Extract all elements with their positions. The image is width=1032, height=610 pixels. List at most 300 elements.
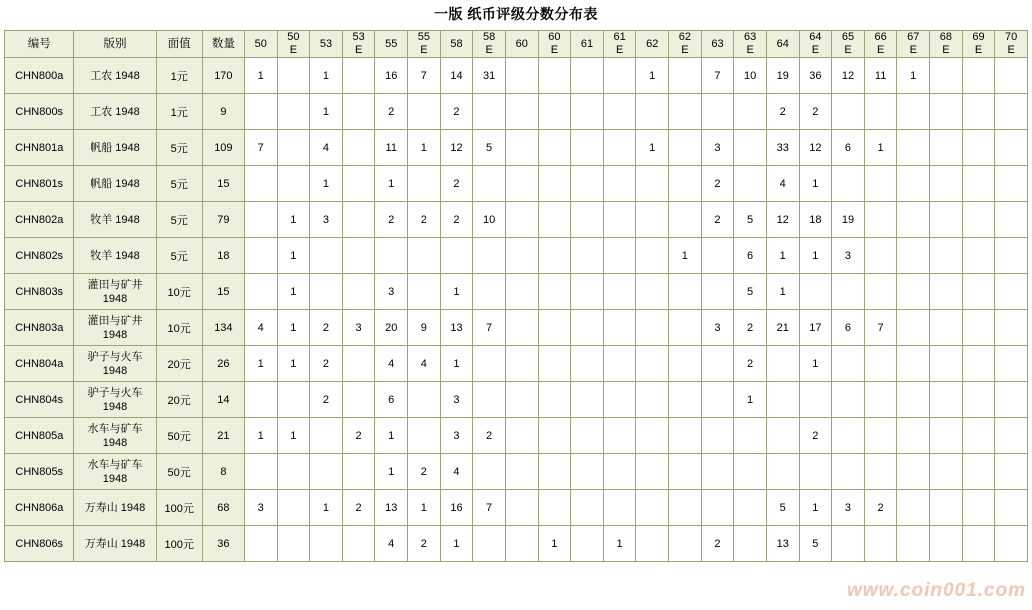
cell-grade-count: 2	[440, 94, 473, 130]
cell-grade-count	[930, 454, 963, 490]
cell-grade-count: 2	[701, 166, 734, 202]
page-title: 一版 纸币评级分数分布表	[434, 6, 598, 22]
cell-grade-count: 1	[310, 166, 343, 202]
grade-number: 62	[646, 37, 659, 50]
cell-grade-count	[310, 454, 343, 490]
cell-grade-count	[864, 454, 897, 490]
cell-grade-count	[538, 346, 571, 382]
cell-grade-count	[277, 526, 310, 562]
cell-grade-count: 1	[277, 346, 310, 382]
grade-number: 69	[972, 31, 985, 43]
cell-grade-count	[832, 382, 865, 418]
table-header-row	[5, 31, 1028, 58]
grade-number: 68	[939, 31, 952, 43]
cell-grade-count: 21	[766, 310, 799, 346]
cell-grade-count: 4	[375, 526, 408, 562]
cell-grade-count	[342, 346, 375, 382]
version-line: 1948	[102, 364, 128, 377]
cell-grade-count	[995, 418, 1028, 454]
cell-id: CHN803a	[5, 310, 74, 346]
header-cell-grade-21	[930, 31, 963, 58]
cell-version	[74, 166, 156, 202]
cell-grade-count: 1	[310, 58, 343, 94]
cell-grade-count	[962, 202, 995, 238]
header-cell-grade-6	[440, 31, 473, 58]
cell-version	[74, 274, 156, 310]
cell-grade-count	[603, 202, 636, 238]
cell-grade-count	[734, 130, 767, 166]
grade-number: 60	[548, 31, 561, 43]
header-cell-grade-16	[766, 31, 799, 58]
cell-grade-count	[995, 346, 1028, 382]
cell-grade-count: 3	[832, 490, 865, 526]
cell-grade-count: 1	[799, 346, 832, 382]
cell-quantity: 26	[202, 346, 244, 382]
cell-grade-count: 4	[310, 130, 343, 166]
cell-quantity: 79	[202, 202, 244, 238]
cell-grade-count	[930, 238, 963, 274]
cell-grade-count: 2	[864, 490, 897, 526]
cell-denomination: 50元	[156, 454, 202, 490]
cell-grade-count	[505, 418, 538, 454]
cell-quantity: 15	[202, 166, 244, 202]
cell-grade-count: 31	[473, 58, 506, 94]
cell-grade-count	[310, 418, 343, 454]
cell-grade-count	[505, 166, 538, 202]
cell-grade-count: 4	[440, 454, 473, 490]
grade-number: 61	[613, 31, 626, 43]
cell-grade-count: 3	[832, 238, 865, 274]
cell-grade-count: 2	[701, 526, 734, 562]
cell-grade-count	[571, 166, 604, 202]
cell-quantity: 21	[202, 418, 244, 454]
grade-number: 50	[287, 31, 300, 43]
header-cell-main-3: 数量	[202, 31, 244, 58]
header-cell-grade-5	[408, 31, 441, 58]
cell-grade-count	[930, 346, 963, 382]
version-line: 牧羊 1948	[90, 213, 140, 226]
grade-suffix: E	[681, 44, 689, 56]
cell-grade-count	[342, 238, 375, 274]
cell-grade-count	[342, 526, 375, 562]
cell-grade-count: 7	[473, 490, 506, 526]
cell-version	[74, 238, 156, 274]
cell-grade-count	[701, 346, 734, 382]
cell-grade-count: 16	[375, 58, 408, 94]
grade-number: 61	[580, 37, 594, 50]
cell-grade-count	[342, 382, 375, 418]
cell-grade-count: 6	[734, 238, 767, 274]
cell-grade-count	[505, 274, 538, 310]
cell-grade-count: 1	[734, 382, 767, 418]
cell-version	[74, 58, 156, 94]
cell-id: CHN802a	[5, 202, 74, 238]
cell-grade-count	[408, 94, 441, 130]
cell-grade-count	[995, 130, 1028, 166]
cell-grade-count	[538, 94, 571, 130]
grade-number: 55	[385, 37, 398, 50]
cell-quantity: 134	[202, 310, 244, 346]
version-line: 灌田与矿井	[87, 278, 143, 291]
cell-grade-count	[342, 202, 375, 238]
header-cell-grade-13	[669, 31, 702, 58]
cell-grade-count	[636, 202, 669, 238]
table-header	[5, 31, 1028, 58]
cell-grade-count	[473, 454, 506, 490]
cell-grade-count	[538, 310, 571, 346]
grade-number: 62	[678, 31, 691, 43]
grade-number: 63	[743, 31, 757, 43]
cell-grade-count: 5	[799, 526, 832, 562]
grade-number: 55	[417, 31, 430, 43]
cell-grade-count	[995, 274, 1028, 310]
cell-denomination: 50元	[156, 418, 202, 454]
header-cell-main-1: 版别	[74, 31, 156, 58]
header-cell-grade-18	[832, 31, 865, 58]
cell-grade-count	[342, 166, 375, 202]
cell-grade-count: 12	[832, 58, 865, 94]
cell-grade-count	[473, 238, 506, 274]
cell-grade-count: 6	[832, 310, 865, 346]
version-line: 1948	[102, 400, 128, 413]
table-row	[5, 202, 1028, 238]
cell-grade-count	[571, 526, 604, 562]
cell-id: CHN804a	[5, 346, 74, 382]
table-row	[5, 238, 1028, 274]
cell-grade-count	[864, 274, 897, 310]
header-cell-grade-3	[342, 31, 375, 58]
grade-suffix: E	[354, 44, 363, 56]
cell-grade-count	[962, 166, 995, 202]
cell-grade-count	[603, 454, 636, 490]
table-row	[5, 382, 1028, 418]
cell-grade-count	[277, 454, 310, 490]
cell-grade-count	[799, 454, 832, 490]
cell-grade-count	[571, 346, 604, 382]
cell-version	[74, 202, 156, 238]
cell-version	[74, 526, 156, 562]
cell-id: CHN800a	[5, 58, 74, 94]
cell-grade-count	[930, 202, 963, 238]
cell-id: CHN801a	[5, 130, 74, 166]
cell-denomination: 5元	[156, 238, 202, 274]
cell-grade-count	[603, 130, 636, 166]
cell-grade-count	[571, 130, 604, 166]
cell-version	[74, 130, 156, 166]
table-body	[5, 58, 1028, 562]
cell-grade-count: 33	[766, 130, 799, 166]
cell-grade-count	[244, 94, 277, 130]
header-cell-grade-23	[995, 31, 1028, 58]
header-cell-grade-20	[897, 31, 930, 58]
cell-grade-count: 11	[375, 130, 408, 166]
cell-grade-count: 2	[440, 202, 473, 238]
cell-grade-count: 3	[701, 310, 734, 346]
cell-denomination: 100元	[156, 526, 202, 562]
cell-grade-count: 13	[766, 526, 799, 562]
cell-grade-count	[342, 454, 375, 490]
cell-grade-count: 1	[864, 130, 897, 166]
cell-grade-count: 2	[734, 310, 767, 346]
grade-number: 53	[319, 37, 333, 50]
cell-grade-count: 7	[408, 58, 441, 94]
cell-grade-count	[669, 382, 702, 418]
cell-grade-count: 1	[440, 346, 473, 382]
cell-grade-count	[669, 166, 702, 202]
cell-grade-count	[244, 526, 277, 562]
cell-grade-count: 2	[310, 382, 343, 418]
cell-grade-count	[669, 202, 702, 238]
cell-grade-count: 3	[701, 130, 734, 166]
cell-version	[74, 310, 156, 346]
cell-quantity: 14	[202, 382, 244, 418]
header-cell-grade-4	[375, 31, 408, 58]
cell-grade-count	[799, 382, 832, 418]
grade-number: 60	[515, 37, 528, 50]
cell-grade-count	[897, 310, 930, 346]
cell-grade-count: 1	[766, 238, 799, 274]
cell-grade-count: 2	[799, 418, 832, 454]
grade-number: 64	[776, 37, 789, 50]
cell-grade-count	[636, 94, 669, 130]
cell-grade-count: 1	[277, 418, 310, 454]
cell-grade-count: 11	[864, 58, 897, 94]
cell-grade-count	[734, 526, 767, 562]
cell-grade-count	[310, 526, 343, 562]
cell-grade-count	[897, 346, 930, 382]
cell-grade-count	[473, 346, 506, 382]
cell-grade-count: 18	[799, 202, 832, 238]
cell-grade-count: 2	[701, 202, 734, 238]
table-row	[5, 130, 1028, 166]
cell-grade-count: 2	[440, 166, 473, 202]
cell-grade-count: 3	[440, 418, 473, 454]
cell-grade-count	[538, 58, 571, 94]
cell-grade-count	[310, 274, 343, 310]
cell-grade-count	[832, 454, 865, 490]
cell-denomination: 1元	[156, 94, 202, 130]
cell-grade-count	[571, 490, 604, 526]
cell-grade-count	[995, 526, 1028, 562]
cell-grade-count: 36	[799, 58, 832, 94]
cell-grade-count	[538, 274, 571, 310]
cell-grade-count: 17	[799, 310, 832, 346]
header-cell-grade-19	[864, 31, 897, 58]
cell-grade-count	[930, 310, 963, 346]
cell-grade-count: 7	[864, 310, 897, 346]
cell-grade-count: 1	[538, 526, 571, 562]
cell-grade-count	[930, 526, 963, 562]
cell-quantity: 109	[202, 130, 244, 166]
cell-grade-count: 2	[375, 94, 408, 130]
cell-grade-count: 1	[799, 166, 832, 202]
cell-grade-count	[538, 490, 571, 526]
table-row	[5, 310, 1028, 346]
cell-grade-count	[473, 94, 506, 130]
cell-grade-count	[636, 382, 669, 418]
cell-grade-count	[277, 94, 310, 130]
cell-grade-count	[636, 490, 669, 526]
cell-grade-count	[342, 274, 375, 310]
grade-number: 53	[352, 31, 365, 43]
version-line: 水车与矿车	[87, 458, 143, 471]
cell-grade-count	[701, 94, 734, 130]
table-row	[5, 58, 1028, 94]
cell-quantity: 8	[202, 454, 244, 490]
cell-grade-count	[897, 274, 930, 310]
cell-grade-count	[864, 238, 897, 274]
table-row	[5, 490, 1028, 526]
cell-grade-count	[864, 346, 897, 382]
cell-grade-count	[538, 238, 571, 274]
cell-grade-count	[538, 202, 571, 238]
cell-grade-count	[701, 238, 734, 274]
cell-grade-count	[864, 526, 897, 562]
cell-denomination: 5元	[156, 130, 202, 166]
cell-version	[74, 346, 156, 382]
header-cell-main-0: 编号	[5, 31, 74, 58]
cell-grade-count	[277, 130, 310, 166]
cell-grade-count	[701, 490, 734, 526]
cell-grade-count	[636, 310, 669, 346]
grade-suffix: E	[876, 44, 885, 56]
cell-grade-count: 1	[636, 58, 669, 94]
table-row	[5, 166, 1028, 202]
cell-grade-count: 1	[799, 238, 832, 274]
cell-grade-count: 1	[244, 418, 277, 454]
cell-grade-count: 1	[277, 274, 310, 310]
cell-grade-count: 2	[310, 346, 343, 382]
cell-grade-count: 1	[277, 310, 310, 346]
cell-grade-count: 7	[473, 310, 506, 346]
grade-number: 67	[907, 31, 920, 43]
cell-grade-count	[669, 526, 702, 562]
cell-grade-count	[505, 310, 538, 346]
cell-grade-count	[505, 346, 538, 382]
cell-grade-count	[505, 490, 538, 526]
cell-id: CHN804s	[5, 382, 74, 418]
cell-grade-count	[864, 382, 897, 418]
grade-suffix: E	[289, 44, 298, 56]
cell-id: CHN801s	[5, 166, 74, 202]
cell-grade-count	[310, 238, 343, 274]
cell-grade-count	[962, 130, 995, 166]
cell-grade-count	[571, 274, 604, 310]
cell-grade-count: 1	[669, 238, 702, 274]
cell-grade-count: 1	[766, 274, 799, 310]
version-line: 水车与矿车	[87, 422, 143, 435]
cell-grade-count	[962, 94, 995, 130]
cell-grade-count	[505, 58, 538, 94]
cell-grade-count	[603, 382, 636, 418]
table-row	[5, 94, 1028, 130]
cell-grade-count: 12	[766, 202, 799, 238]
cell-grade-count	[505, 238, 538, 274]
grade-suffix: E	[974, 44, 983, 56]
header-cell-grade-1	[277, 31, 310, 58]
table-row	[5, 418, 1028, 454]
cell-grade-count	[864, 166, 897, 202]
cell-grade-count	[669, 274, 702, 310]
cell-grade-count	[995, 166, 1028, 202]
cell-grade-count	[995, 238, 1028, 274]
cell-grade-count: 1	[603, 526, 636, 562]
cell-grade-count: 1	[244, 346, 277, 382]
cell-quantity: 15	[202, 274, 244, 310]
cell-grade-count	[930, 94, 963, 130]
cell-grade-count	[375, 238, 408, 274]
grade-number: 58	[482, 31, 496, 43]
cell-quantity: 18	[202, 238, 244, 274]
cell-id: CHN805a	[5, 418, 74, 454]
version-line: 帆船 1948	[90, 141, 140, 154]
cell-quantity: 170	[202, 58, 244, 94]
cell-grade-count	[832, 526, 865, 562]
cell-grade-count	[701, 382, 734, 418]
cell-grade-count: 3	[244, 490, 277, 526]
cell-denomination: 10元	[156, 274, 202, 310]
cell-grade-count	[832, 166, 865, 202]
site-watermark: www.coin001.com	[846, 580, 1026, 601]
header-cell-grade-22	[962, 31, 995, 58]
cell-grade-count: 5	[734, 202, 767, 238]
cell-grade-count	[766, 346, 799, 382]
grade-suffix: E	[420, 44, 428, 56]
cell-grade-count	[603, 418, 636, 454]
table-row	[5, 454, 1028, 490]
grade-number: 50	[254, 37, 267, 50]
header-cell-grade-0	[244, 31, 277, 58]
grade-suffix: E	[615, 44, 624, 56]
cell-grade-count	[571, 238, 604, 274]
cell-grade-count	[571, 454, 604, 490]
cell-grade-count	[701, 274, 734, 310]
cell-grade-count	[603, 310, 636, 346]
cell-denomination: 5元	[156, 202, 202, 238]
cell-grade-count	[636, 418, 669, 454]
cell-version	[74, 382, 156, 418]
cell-grade-count	[636, 274, 669, 310]
grade-suffix: E	[550, 44, 559, 56]
cell-grade-count	[244, 202, 277, 238]
version-line: 牧羊 1948	[90, 249, 140, 262]
cell-grade-count	[244, 166, 277, 202]
grade-number: 64	[809, 31, 822, 43]
cell-grade-count	[473, 166, 506, 202]
grade-suffix: E	[942, 44, 950, 56]
cell-grade-count	[571, 418, 604, 454]
cell-grade-count	[636, 346, 669, 382]
cell-grade-count: 10	[473, 202, 506, 238]
cell-grade-count	[897, 490, 930, 526]
cell-id: CHN805s	[5, 454, 74, 490]
version-line: 万寿山 1948	[84, 501, 146, 514]
cell-grade-count	[832, 94, 865, 130]
grade-number: 63	[711, 37, 724, 50]
cell-grade-count	[244, 238, 277, 274]
cell-grade-count: 2	[342, 418, 375, 454]
cell-grade-count	[930, 418, 963, 454]
cell-grade-count	[930, 130, 963, 166]
cell-grade-count: 1	[375, 418, 408, 454]
cell-id: CHN802s	[5, 238, 74, 274]
cell-grade-count: 1	[310, 490, 343, 526]
grade-distribution-table	[4, 30, 1028, 562]
cell-grade-count	[669, 58, 702, 94]
cell-grade-count	[636, 526, 669, 562]
cell-grade-count	[962, 418, 995, 454]
cell-grade-count	[930, 58, 963, 94]
